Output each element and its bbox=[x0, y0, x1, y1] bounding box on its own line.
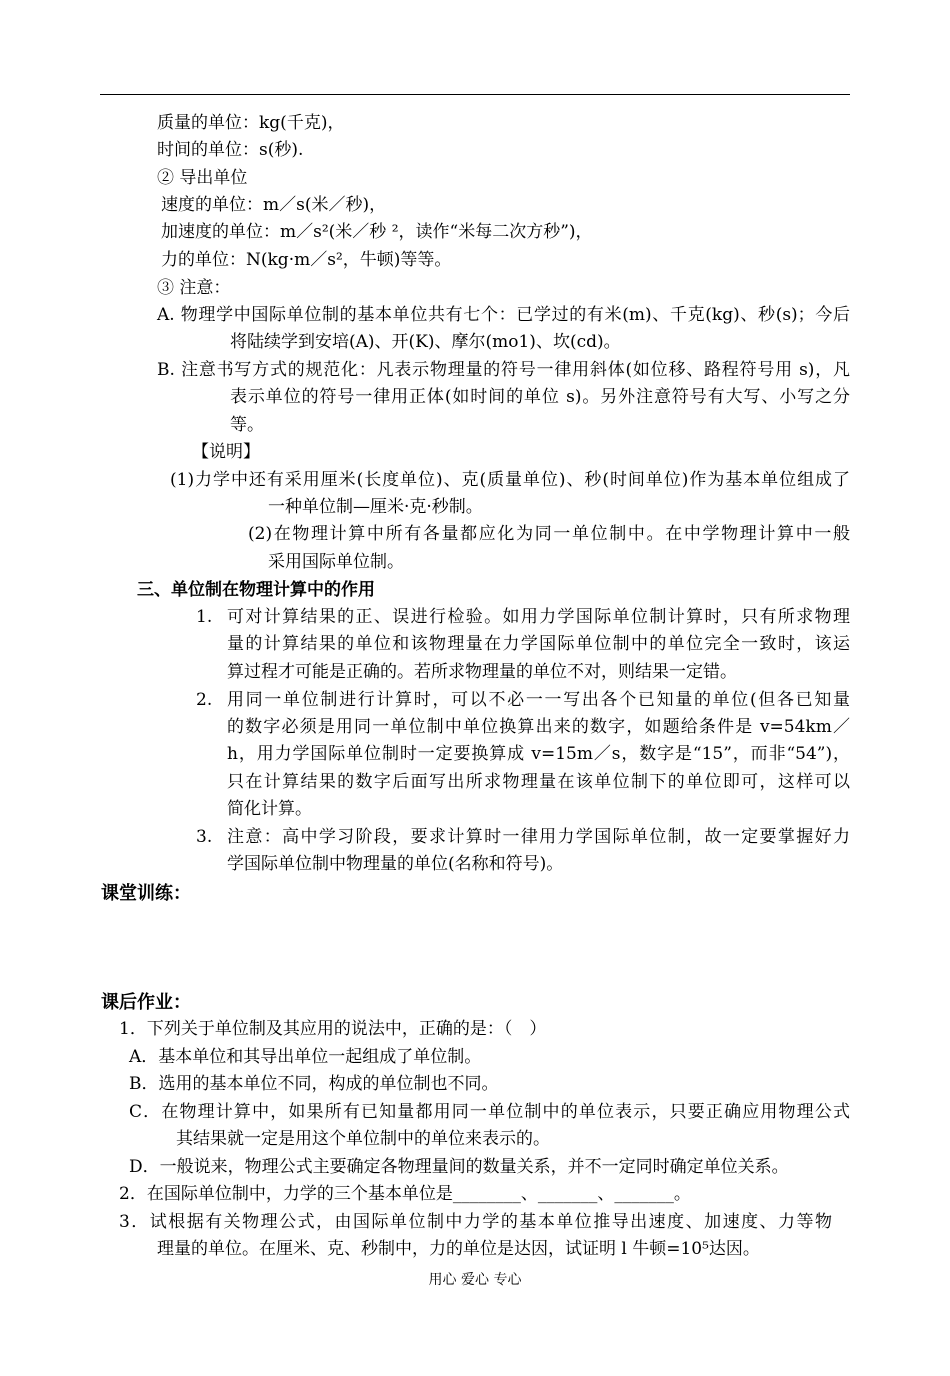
point-3-number: 3. bbox=[196, 827, 213, 847]
line-time-unit: 时间的单位：s(秒). bbox=[157, 140, 304, 160]
line-force-unit: 力的单位：N(kg·m／s²，牛顿)等等。 bbox=[161, 250, 452, 270]
point-2-line-d: 只在计算结果的数字后面写出所求物理量在该单位制下的单位即可，这样可以 bbox=[227, 772, 850, 792]
line-explanation-2a: (2)在物理计算中所有各量都应化为同一单位制中。在中学物理计算中一般 bbox=[248, 524, 850, 544]
line-notice-heading: ③ 注意： bbox=[157, 278, 231, 298]
homework-heading: 课后作业： bbox=[101, 992, 191, 1013]
line-note-b-3: 等。 bbox=[230, 415, 264, 435]
point-2-line-e: 简化计算。 bbox=[227, 799, 312, 819]
point-1-line-a: 可对计算结果的正、误进行检验。如用力学国际单位制计算时，只有所求物理 bbox=[227, 607, 850, 627]
question-1-option-c-2: 其结果就一定是用这个单位制中的单位来表示的。 bbox=[176, 1129, 550, 1149]
line-note-b-1: B. 注意书写方式的规范化：凡表示物理量的符号一律用斜体(如位移、路程符号用 s)，凡 bbox=[157, 360, 850, 380]
question-1-option-d: D．一般说来，物理公式主要确定各物理量间的数量关系，并不一定同时确定单位关系。 bbox=[129, 1157, 789, 1177]
line-note-a-2: 将陆续学到安培(A)、开(K)、摩尔(mo1)、坎(cd)。 bbox=[230, 332, 621, 352]
point-3-line-b: 学国际单位制中物理量的单位(名称和符号)。 bbox=[227, 854, 564, 874]
section-three-heading: 三、单位制在物理计算中的作用 bbox=[137, 580, 375, 600]
line-derived-units-heading: ② 导出单位 bbox=[157, 168, 248, 188]
line-explanation-1b: 一种单位制—厘米·克·秒制。 bbox=[268, 497, 483, 517]
point-2-line-c: h，用力学国际单位制时一定要换算成 v=15m／s，数字是“15”，而非“54”)， bbox=[227, 744, 850, 764]
line-explanation-2b: 采用国际单位制。 bbox=[268, 552, 404, 572]
question-1-option-a: A．基本单位和其导出单位一起组成了单位制。 bbox=[129, 1047, 482, 1067]
line-note-b-2: 表示单位的符号一律用正体(如时间的单位 s)。另外注意符号有大写、小写之分 bbox=[230, 387, 850, 407]
point-2-line-a: 用同一单位制进行计算时，可以不必一一写出各个已知量的单位(但各已知量 bbox=[227, 690, 850, 710]
line-explanation-1a: (1)力学中还有采用厘米(长度单位)、克(质量单位)、秒(时间单位)作为基本单位组成了 bbox=[170, 470, 850, 490]
line-velocity-unit: 速度的单位：m／s(米／秒)， bbox=[161, 195, 387, 215]
question-1: 1．下列关于单位制及其应用的说法中，正确的是：（ ） bbox=[119, 1019, 547, 1039]
point-1-number: 1. bbox=[196, 607, 213, 627]
point-2-line-b: 的数字必须是用同一单位制中单位换算出来的数字，如题给条件是 v=54km／ bbox=[227, 717, 850, 737]
point-1-line-c: 算过程才可能是正确的。若所求物理量的单位不对，则结果一定错。 bbox=[227, 662, 737, 682]
line-note-a-1: A. 物理学中国际单位制的基本单位共有七个：已学过的有米(m)、千克(kg)、秒(s)；今后 bbox=[157, 305, 850, 325]
point-2-number: 2. bbox=[196, 690, 213, 710]
question-3-line-a: 3．试根据有关物理公式，由国际单位制中力学的基本单位推导出速度、加速度、力等物 bbox=[119, 1212, 832, 1232]
point-3-line-a: 注意：高中学习阶段，要求计算时一律用力学国际单位制，故一定要掌握好力 bbox=[227, 827, 850, 847]
question-2: 2．在国际单位制中，力学的三个基本单位是________、_______、_______。 bbox=[119, 1184, 691, 1204]
line-mass-unit: 质量的单位：kg(千克)， bbox=[157, 113, 345, 133]
class-training-heading: 课堂训练： bbox=[101, 883, 191, 904]
line-acceleration-unit: 加速度的单位：m／s²(米／秒 ²，读作“米每二次方秒”)， bbox=[161, 222, 593, 242]
header-rule bbox=[100, 94, 850, 95]
page-footer: 用心 爱心 专心 bbox=[428, 1272, 522, 1288]
explanation-heading: 【说明】 bbox=[192, 442, 260, 462]
question-1-option-c-1: C．在物理计算中，如果所有已知量都用同一单位制中的单位表示，只要正确应用物理公式 bbox=[129, 1102, 850, 1122]
question-1-option-b: B．选用的基本单位不同，构成的单位制也不同。 bbox=[129, 1074, 499, 1094]
question-3-line-b: 理量的单位。在厘米、克、秒制中，力的单位是达因，试证明 l 牛顿=10⁵达因。 bbox=[157, 1239, 760, 1259]
point-1-line-b: 量的计算结果的单位和该物理量在力学国际单位制中的单位完全一致时，该运 bbox=[227, 634, 850, 654]
